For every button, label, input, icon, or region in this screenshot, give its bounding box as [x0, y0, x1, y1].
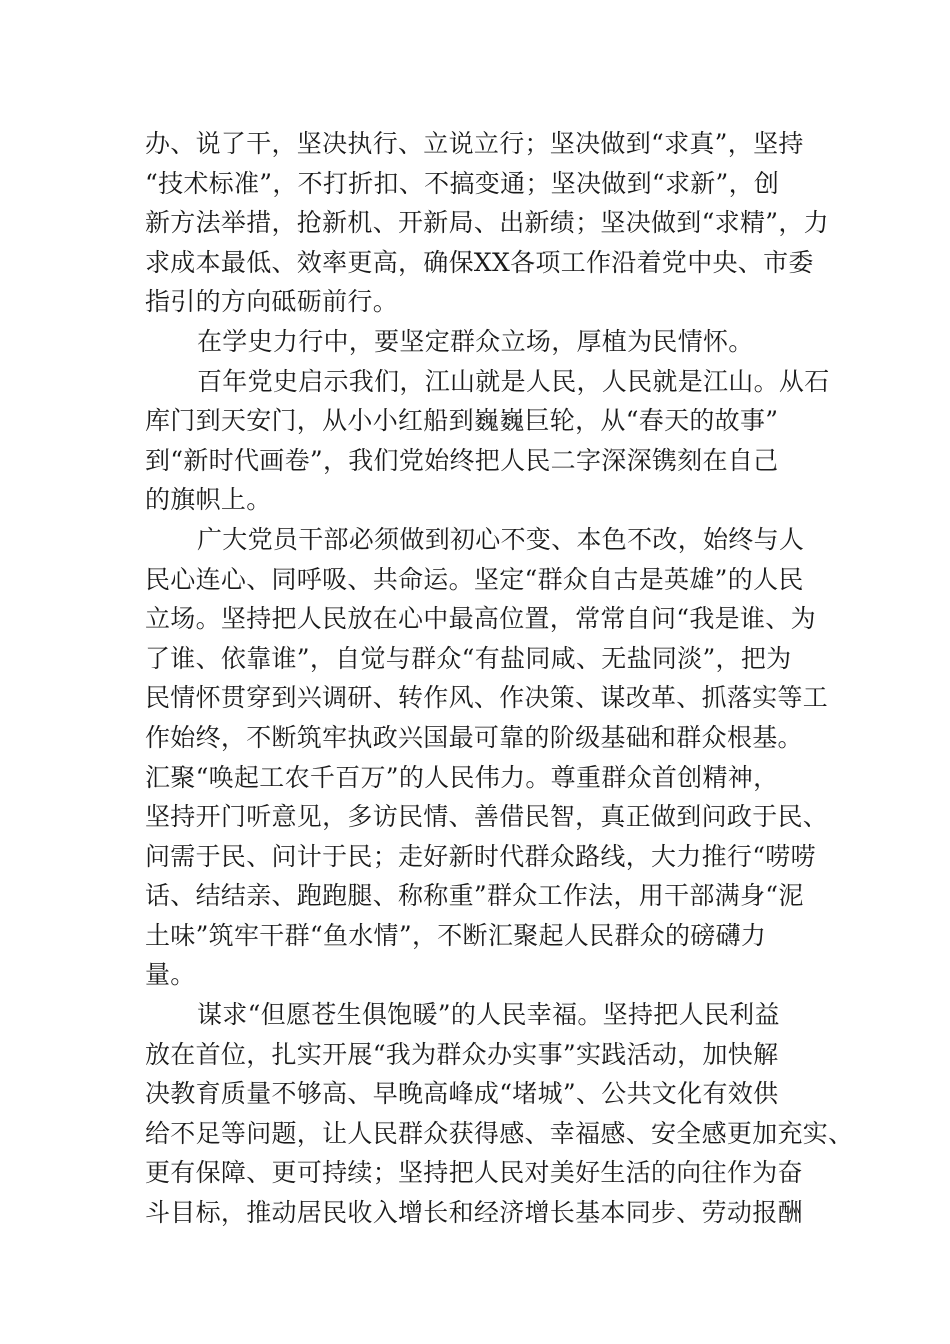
text-line: 的旗帜上。 — [145, 485, 272, 515]
document-body — [145, 124, 854, 1233]
text-line: 民情怀贯穿到兴调研、转作风、作决策、谋改革、抓落实等工 — [145, 683, 829, 713]
text-line: “技术标准”，不打折扣、不搞变通；坚决做到“求新”，创 — [145, 168, 780, 198]
text-line: 坚持开门听意见，多访民情、善借民智，真正做到问政于民、 — [145, 802, 829, 832]
text-line: 新方法举措，抢新机、开新局、出新绩；坚决做到“求精”，力 — [145, 208, 829, 238]
text-line: 库门到天安门，从小小红船到巍巍巨轮，从“春天的故事” — [145, 406, 779, 436]
text-line: 谋求“但愿苍生俱饱暖”的人民幸福。坚持把人民利益 — [197, 1000, 780, 1030]
text-line: 土味”筑牢干群“鱼水情”，不断汇聚起人民群众的磅礴力 — [145, 920, 767, 950]
text-line: 求成本最低、效率更高，确保XX各项工作沿着党中央、市委 — [145, 247, 814, 277]
text-line: 立场。坚持把人民放在心中最高位置，常常自问“我是谁、为 — [145, 604, 816, 634]
text-line: 百年党史启示我们，江山就是人民，人民就是江山。从石 — [197, 366, 830, 396]
text-line: 广大党员干部必须做到初心不变、本色不改，始终与人 — [197, 524, 805, 554]
text-line: 放在首位，扎实开展“我为群众办实事”实践活动，加快解 — [145, 1039, 779, 1069]
text-line: 给不足等问题，让人民群众获得感、幸福感、安全感更加充实、 — [145, 1118, 854, 1148]
text-line: 问需于民、问计于民；走好新时代群众路线，大力推行“唠唠 — [145, 841, 816, 871]
text-line: 在学史力行中，要坚定群众立场，厚植为民情怀。 — [197, 326, 754, 356]
text-line: 汇聚“唤起工农千百万”的人民伟力。尊重群众首创精神， — [145, 762, 779, 792]
text-line: 决教育质量不够高、早晚高峰成“堵城”、公共文化有效供 — [145, 1079, 779, 1109]
text-line: 作始终，不断筑牢执政兴国最可靠的阶级基础和群众根基。 — [145, 722, 803, 752]
text-line: 民心连心、同呼吸、共命运。坚定“群众自古是英雄”的人民 — [145, 564, 804, 594]
text-line: 指引的方向砥砺前行。 — [145, 287, 399, 317]
text-line: 到“新时代画卷”，我们党始终把人民二字深深镌刻在自己 — [145, 445, 779, 475]
text-line: 更有保障、更可持续；坚持把人民对美好生活的向往作为奋 — [145, 1158, 803, 1188]
text-line: 斗目标，推动居民收入增长和经济增长基本同步、劳动报酬 — [145, 1198, 803, 1228]
text-line: 办、说了干，坚决执行、立说立行；坚决做到“求真”，坚持 — [145, 129, 804, 158]
text-line: 量。 — [145, 960, 196, 990]
text-line: 话、结结亲、跑跑腿、称称重”群众工作法，用干部满身“泥 — [145, 881, 804, 911]
text-line: 了谁、依靠谁”，自觉与群众“有盐同咸、无盐同淡”，把为 — [145, 643, 792, 673]
